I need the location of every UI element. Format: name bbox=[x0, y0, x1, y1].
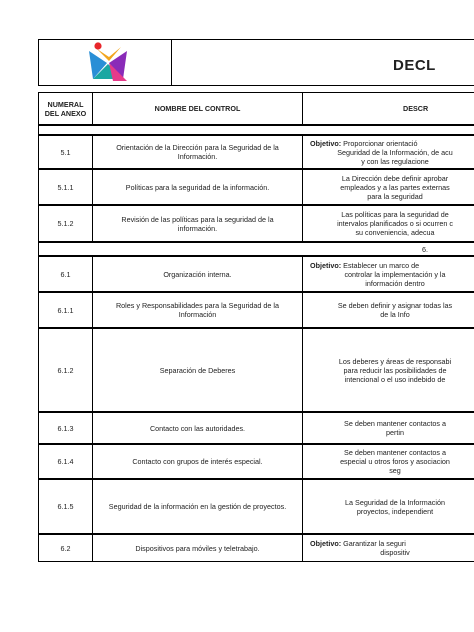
row-description bbox=[302, 534, 474, 562]
row-description-text: seg bbox=[389, 466, 401, 475]
row-description-text: La Dirección debe definir aprobar bbox=[341, 173, 449, 183]
row-description-text: Se deben mantener contactos a bbox=[344, 419, 446, 428]
row-description-text: Se deben mantener contactos a bbox=[344, 448, 446, 457]
row-description-text: especial u otros foros y asociacion bbox=[340, 457, 450, 466]
row-description-text: proyectos, independient bbox=[356, 506, 434, 516]
page-title: DECL bbox=[393, 57, 436, 74]
row-description-text: Establecer un marco de bbox=[341, 260, 420, 270]
row-description-line bbox=[310, 261, 474, 270]
col-header-desc: DESCR bbox=[403, 104, 429, 113]
row-description-text: para reducir las posibilidades de bbox=[343, 365, 447, 375]
row-numeral: 5.1.2 bbox=[57, 219, 74, 228]
col-header-control: NOMBRE DEL CONTROL bbox=[154, 104, 241, 113]
row-numeral: 6.1 bbox=[60, 269, 71, 279]
row-description-line bbox=[310, 548, 474, 557]
col-header-numeral: NUMERAL DEL ANEXO bbox=[44, 99, 87, 118]
row-description-line bbox=[310, 301, 474, 310]
row-control-name: Orientación de la Dirección para la Seguridad de la Información. bbox=[116, 143, 279, 161]
row-description bbox=[302, 328, 474, 412]
row-control-name: Seguridad de la información en la gestión de proyectos. bbox=[108, 502, 287, 511]
row-numeral: 6.1.5 bbox=[57, 502, 74, 511]
row-description-line bbox=[310, 310, 474, 319]
row-description-line bbox=[310, 183, 474, 192]
row-description-line bbox=[310, 507, 474, 516]
row-description-text: Las políticas para la seguridad de bbox=[341, 210, 449, 219]
spacer-row bbox=[38, 125, 474, 135]
row-description-line bbox=[310, 366, 474, 375]
row-description-line bbox=[310, 228, 474, 237]
row-numeral: 6.1.3 bbox=[57, 423, 74, 433]
row-description-text: su conveniencia, adecua bbox=[355, 228, 435, 237]
row-description-text: Se deben definir y asignar todas las bbox=[337, 301, 453, 310]
row-description-text: pertin bbox=[386, 428, 404, 437]
row-description-line bbox=[310, 192, 474, 201]
row-description-text: dispositiv bbox=[380, 548, 410, 557]
row-control-name: Contacto con las autoridades. bbox=[149, 423, 246, 433]
row-description-line bbox=[310, 466, 474, 475]
row-description-line bbox=[310, 279, 474, 288]
row-description-line bbox=[310, 174, 474, 183]
row-description-line bbox=[310, 428, 474, 437]
row-description-line bbox=[310, 270, 474, 279]
row-description-text: para la seguridad bbox=[367, 191, 423, 201]
row-description-line bbox=[310, 448, 474, 457]
row-description-text: intervalos planificados o si ocurren c bbox=[337, 219, 453, 228]
row-description-text: intencional o el uso indebido de bbox=[344, 374, 446, 384]
row-description-line bbox=[310, 148, 474, 157]
objective-prefix: Objetivo: bbox=[310, 539, 342, 548]
row-description-line bbox=[310, 375, 474, 384]
row-description-text: controlar la implementación y la bbox=[344, 269, 446, 279]
row-control-name: Separación de Deberes bbox=[159, 365, 236, 375]
row-description-line bbox=[310, 219, 474, 228]
row-description-text: empleados y a las partes externas bbox=[340, 182, 450, 192]
objective-prefix: Objetivo: bbox=[310, 260, 342, 270]
row-numeral: 5.1 bbox=[60, 147, 71, 157]
row-numeral: 5.1.1 bbox=[57, 182, 74, 192]
section-separator-label: 6. bbox=[422, 244, 428, 254]
row-control-name: Organización interna. bbox=[163, 269, 232, 279]
row-description bbox=[302, 135, 474, 169]
row-description-text: Seguridad de la Información, de acu bbox=[337, 147, 453, 157]
row-control-name: Contacto con grupos de interés especial. bbox=[132, 457, 263, 466]
row-description-text: información dentro bbox=[365, 278, 425, 288]
row-description-text: La Seguridad de la Información bbox=[345, 497, 445, 507]
row-description-text: y con las regulacione bbox=[361, 156, 429, 166]
header-logo-cell bbox=[38, 39, 172, 86]
objective-prefix: Objetivo: bbox=[310, 138, 342, 148]
row-numeral: 6.1.2 bbox=[57, 365, 74, 375]
row-description-line bbox=[310, 357, 474, 366]
row-description bbox=[302, 412, 474, 444]
row-description-line bbox=[310, 498, 474, 507]
row-description bbox=[302, 292, 474, 328]
row-description bbox=[302, 479, 474, 534]
row-description-text: Los deberes y áreas de responsabi bbox=[338, 356, 452, 366]
row-description-line bbox=[310, 210, 474, 219]
row-description-line bbox=[310, 139, 474, 148]
row-description-line bbox=[310, 457, 474, 466]
row-description-text: Proporcionar orientació bbox=[341, 138, 418, 148]
row-description-line bbox=[310, 419, 474, 428]
row-control-name: Revisión de las políticas para la seguridad de la información. bbox=[121, 214, 274, 233]
row-numeral: 6.1.4 bbox=[57, 457, 74, 466]
row-description-line bbox=[310, 539, 474, 548]
row-description-text: Garantizar la seguri bbox=[341, 539, 406, 548]
row-description-text: de la Info bbox=[380, 310, 410, 319]
row-description bbox=[302, 169, 474, 205]
row-control-name: Dispositivos para móviles y teletrabajo. bbox=[135, 543, 260, 553]
row-description bbox=[302, 444, 474, 479]
row-numeral: 6.1.1 bbox=[57, 305, 74, 315]
row-control-name: Políticas para la seguridad de la información. bbox=[125, 182, 270, 192]
row-description bbox=[302, 256, 474, 292]
row-control-name: Roles y Responsabilidades para la Seguridad de la Información bbox=[115, 301, 280, 319]
row-description bbox=[302, 205, 474, 242]
logo-icon bbox=[83, 41, 133, 85]
row-description-line bbox=[310, 157, 474, 166]
section-separator-row bbox=[38, 242, 474, 256]
row-numeral: 6.2 bbox=[60, 543, 71, 553]
